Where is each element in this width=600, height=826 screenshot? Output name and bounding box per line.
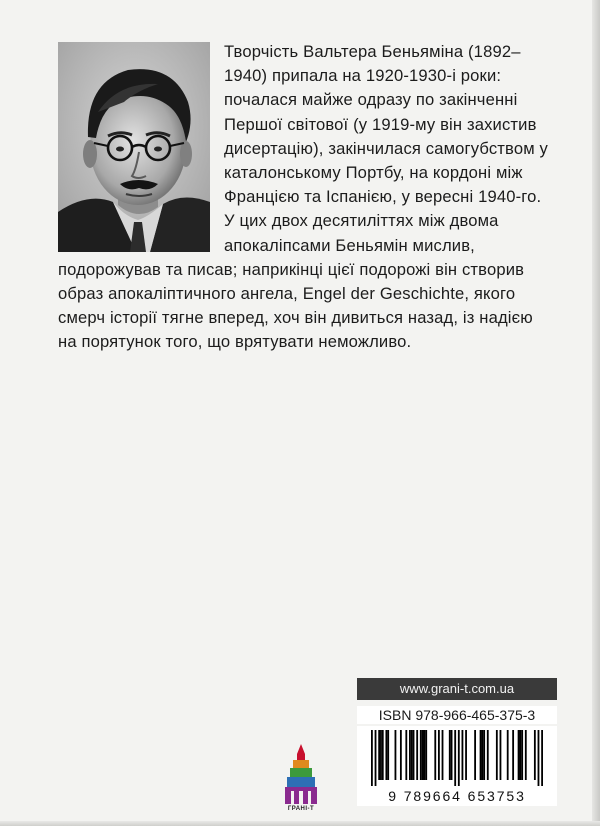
barcode-bar (425, 730, 427, 780)
barcode-bar (438, 730, 440, 780)
barcode-bar (480, 730, 482, 780)
barcode-bar (395, 730, 397, 780)
barcode-bar (371, 730, 373, 786)
barcode-bar (387, 730, 389, 780)
barcode-bar (449, 730, 451, 780)
barcode-bar (538, 730, 540, 786)
barcode-bar (405, 730, 407, 780)
barcode-bar (512, 730, 514, 780)
barcode-bar (400, 730, 402, 780)
photo-wrap-spacer (58, 40, 224, 256)
page-edge-right (592, 0, 600, 826)
barcode-bar (496, 730, 498, 780)
publisher-tower-logo (283, 742, 319, 818)
barcode-bar (382, 730, 384, 780)
barcode-bar (378, 730, 380, 780)
barcode-digits: 9 789664 653753 (388, 788, 526, 804)
barcode-bar (500, 730, 502, 780)
barcode-bar (409, 730, 411, 780)
barcode-bar (413, 730, 415, 780)
barcode-bar (458, 730, 460, 786)
barcode-bar (541, 730, 543, 786)
barcode-bars (371, 730, 543, 786)
barcode-bar (454, 730, 456, 786)
barcode-bar (451, 730, 453, 780)
barcode-bar (416, 730, 418, 780)
isbn-label: ISBN 978-966-465-375-3 (357, 706, 557, 724)
page-edge-bottom (0, 821, 600, 826)
barcode-bar (483, 730, 485, 780)
barcode-bar (521, 730, 523, 780)
barcode (357, 726, 557, 806)
barcode-bar (481, 730, 483, 780)
barcode-bar (420, 730, 422, 780)
barcode-bar (487, 730, 489, 780)
barcode-bar (424, 730, 426, 780)
isbn-barcode-block (357, 678, 557, 806)
barcode-bar (462, 730, 464, 780)
barcode-bar (411, 730, 413, 780)
back-cover-blurb (58, 40, 548, 355)
publisher-logo-text: ГРАНІ-Т (287, 806, 315, 812)
barcode-bar (534, 730, 536, 780)
barcode-bar (434, 730, 436, 780)
barcode-bar (375, 730, 377, 786)
barcode-bar (519, 730, 521, 780)
barcode-bar (380, 730, 382, 780)
barcode-bar (474, 730, 476, 780)
barcode-bar (385, 730, 387, 780)
blurb-text: Творчість Вальтера Беньяміна (1892–1940) припала на 1920-1930-і роки: почалася майже одразу по закінченні Першої світової (у 1919-му він захистив дисертацію), закінчилася самогубством у каталонському Портбу, на кордоні між Францією та Іспанією, у вересні 1940-го. У цих двох десятиліттях між двома апокаліпсами Беньямін мислив, подорожував та писав; наприкінці цієї подорожі він створив образ апокаліптичного ангела, Engel der Geschichte, якого смерч історії тягне вперед, хоч він дивиться назад, із надією на порятунок того, що врятувати неможливо. (58, 42, 548, 352)
barcode-bar (525, 730, 527, 780)
barcode-bar (442, 730, 444, 780)
barcode-bar (518, 730, 520, 780)
barcode-bar (465, 730, 467, 780)
barcode-bar (422, 730, 424, 780)
publisher-website[interactable]: www.grani-t.com.ua (357, 678, 557, 700)
barcode-bar (507, 730, 509, 780)
